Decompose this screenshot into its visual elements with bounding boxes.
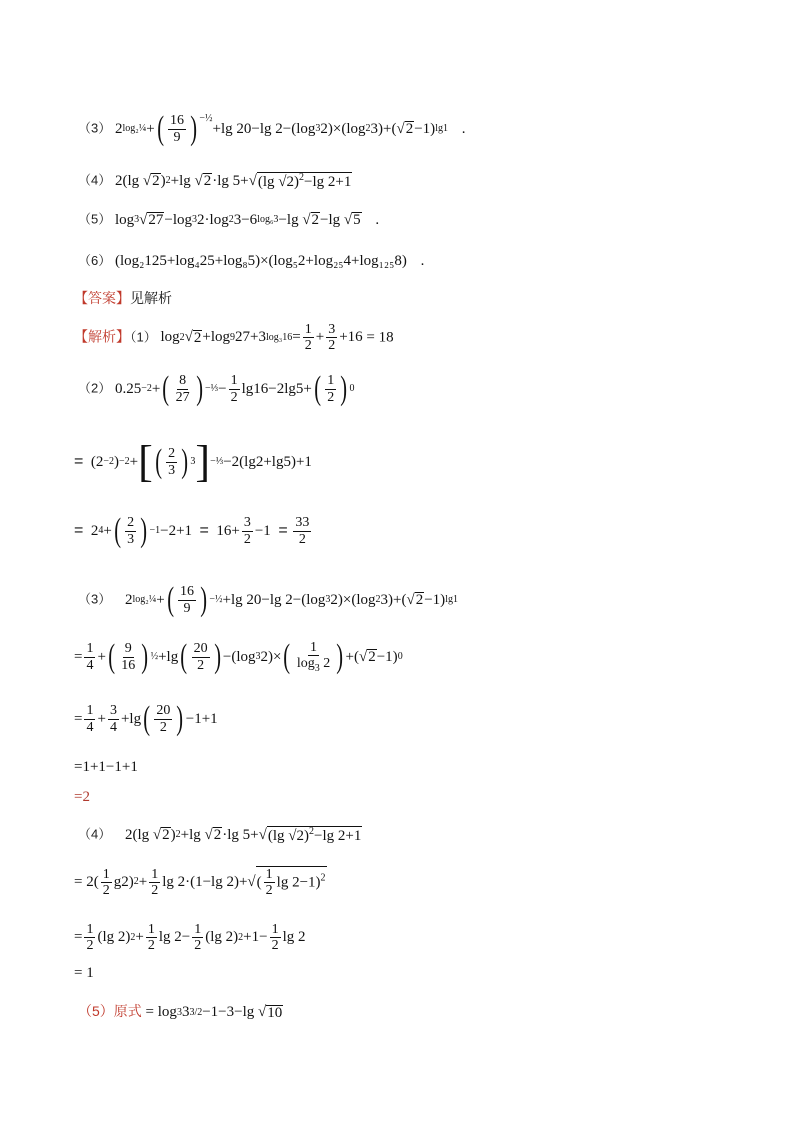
analysis-3-label: （3）	[78, 591, 112, 607]
analysis-3-line-5	[74, 790, 90, 805]
problem-3	[78, 112, 465, 146]
problem-4-expression: 2(lg √ 2 ) 2 +lg √ 2 ·lg 5+√ (lg √2)$^2$−lg 2+1	[114, 172, 352, 190]
analysis-4-label: （4）	[78, 826, 112, 842]
analysis-5-line-1	[78, 1004, 283, 1021]
analysis-2-line-3	[74, 514, 313, 548]
problem-6-label: （6）	[78, 253, 112, 268]
problem-5	[78, 212, 379, 228]
problem-3-label: （3）	[78, 120, 112, 136]
answer-tag: 【答案】	[74, 290, 130, 306]
problem-6-tail: .	[420, 253, 425, 269]
analysis-3-line-4	[74, 760, 138, 775]
analysis-4-step-2: = 2( $\frac{1}{2}$ g2) 2 + $\frac{1}{2}$ lg 2·(1−lg 2)+√ ( $\frac{1}{2}$ lg 2−1)$^2$	[74, 866, 326, 899]
analysis-2-result: 33	[295, 515, 310, 531]
analysis-3-step-4: =1+1−1+1	[74, 759, 138, 775]
problem-6	[78, 254, 424, 269]
analysis-3-line-3	[74, 702, 218, 736]
analysis-2-step-2: = (2 −2 ) −2 + [ ( $\frac{2}{3}$ ) 3 ] −⅓ −2(lg2+lg5)+1	[74, 437, 312, 486]
problem-5-tail: .	[375, 211, 380, 228]
analysis-4-line-3	[74, 922, 306, 954]
analysis-4-line-4	[74, 966, 94, 981]
analysis-1-label: （1）	[130, 329, 157, 345]
analysis-3-step-2: = $\frac{1}{4}$ + ( $\frac{9}{16}$ ) ½ +lg ( $\frac{20}{2}$ ) −(log 3 2)× ( $\frac{1}{\log_3 2}$ ) +(√ 2 −1) 0	[74, 638, 403, 676]
analysis-4-expression: 2(lg √ 2 ) 2 +lg √ 2 ·lg 5+√ (lg √2)$^2$−lg 2+1	[124, 826, 362, 844]
analysis-3-line-2	[74, 640, 403, 674]
problem-3-expression: 2 log₂¼ + ( $\frac{16}{9}$ ) $^{-\frac{1}{2}}$ +lg 20−lg 2−(log 3 2)×(log 2 3)+(√ 2 −1) lg1	[114, 110, 448, 147]
analysis-2-label: （2）	[78, 380, 112, 396]
answer-line	[74, 291, 172, 307]
analysis-2-step-3: = 2 4 + ( $\frac{2}{3}$ ) −1 −2+1 = 16+ $\frac{3}{2}$ −1 = $\frac{33}{2}$	[74, 512, 310, 549]
analysis-1-result: = 18	[366, 329, 394, 346]
analysis-3-step-5: =2	[74, 789, 90, 805]
problem-5-expression: log 3 √ 27 −log 3 2·log 2 3−6 log₆3 −lg √ 2 −lg √ 5	[114, 211, 361, 228]
answer-text: 见解析	[130, 290, 172, 306]
analysis-1	[74, 322, 394, 354]
problem-5-label: （5）	[78, 211, 112, 227]
analysis-2-line-2	[74, 437, 312, 486]
analysis-2-expression: 0.25 −2 + ( $\frac{8}{27}$ ) −⅓ − $\frac{1}{2}$ lg16−2lg5+ ( $\frac{1}{2}$ ) 0	[114, 370, 355, 407]
analysis-5-label: （5）原式	[78, 1003, 142, 1019]
analysis-1-expression: log 2 √ 2 +log 9 27+3 log₃16 = $\frac{1}{2}$ + $\frac{3}{2}$ +16	[160, 322, 363, 354]
analysis-4-line-1	[78, 826, 362, 844]
problem-6-expression: (log₂125+log₄25+log₈5)×(log₅2+log₂₅4+log₁₂₅8)	[114, 253, 407, 269]
analysis-5-expression: = log 3 3 3/2 −1−3−lg √ 10	[145, 1004, 283, 1021]
analysis-4-line-2	[74, 866, 327, 899]
analysis-4-step-4: = 1	[74, 965, 94, 981]
problem-3-tail: .	[461, 120, 466, 137]
analysis-2-line-1	[78, 372, 355, 406]
analysis-3-step-3: = $\frac{1}{4}$ + $\frac{3}{4}$ +lg ( $\frac{20}{2}$ ) −1+1	[74, 700, 218, 737]
analysis-3-line-1	[78, 583, 458, 617]
problem-4-label: （4）	[78, 172, 112, 188]
analysis-3-expression: 2 log₂¼ + ( $\frac{16}{9}$ ) −½ +lg 20−lg 2−(log 3 2)×(log 2 3)+(√ 2 −1) lg1	[124, 581, 458, 618]
analysis-4-step-3: = $\frac{1}{2}$ (lg 2) 2 + $\frac{1}{2}$ lg 2− $\frac{1}{2}$ (lg 2) 2 +1− $\frac{1}{2}$ lg 2	[74, 922, 306, 954]
problem-4	[78, 172, 352, 190]
analysis-tag: 【解析】	[74, 328, 130, 345]
